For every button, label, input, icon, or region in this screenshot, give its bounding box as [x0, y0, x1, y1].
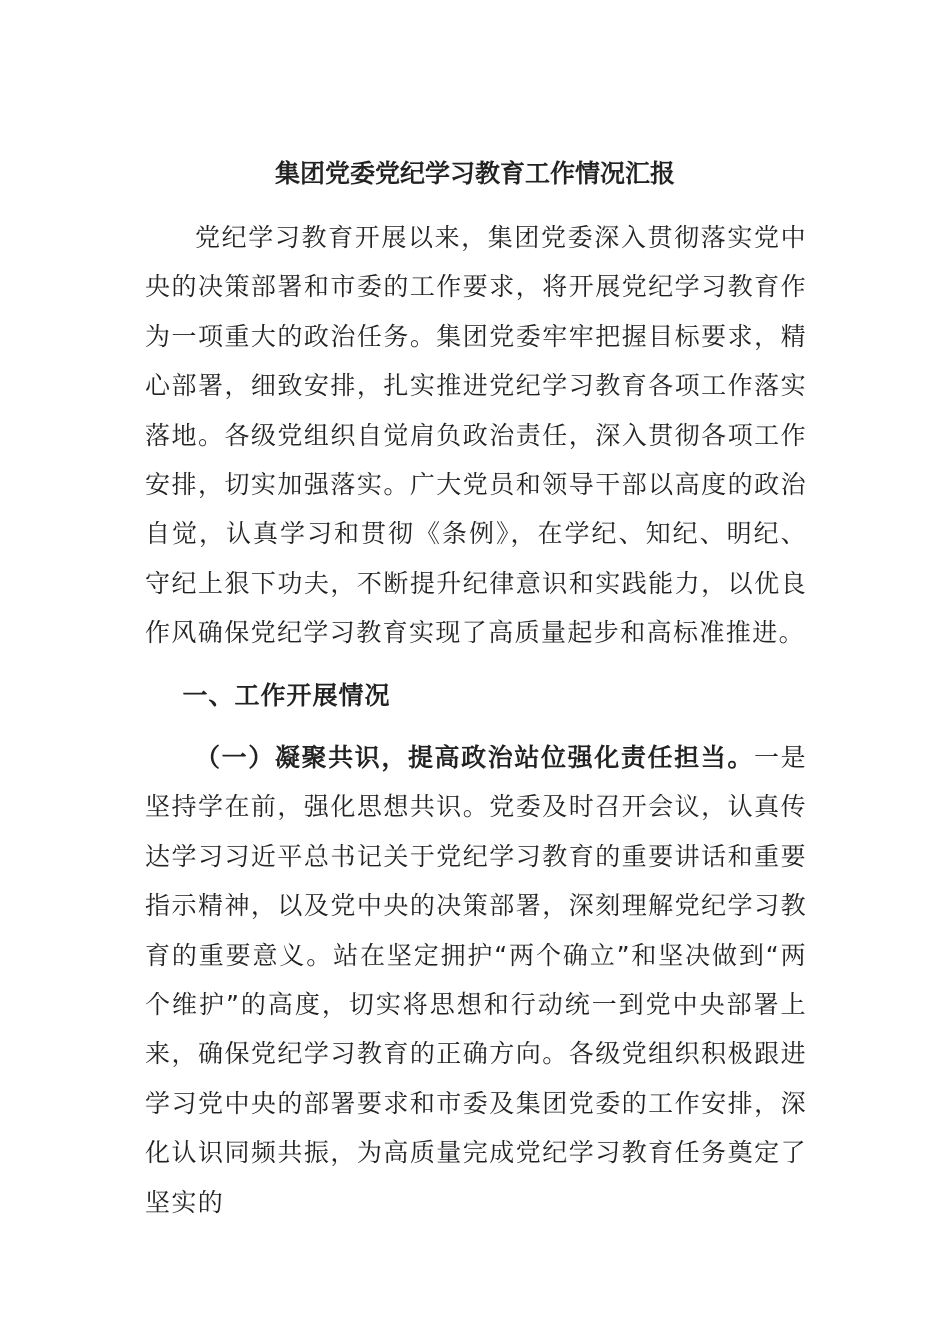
- subsection-text: 一是坚持学在前，强化思想共识。党委及时召开会议，认真传达学习习近平总书记关于党纪学习教育的重要讲话和重要指示精神，以及党中央的决策部署，深刻理解党纪学习教育的重要意义。站在坚定拥护“两个确立”和坚决做到“两个维护”的高度，切实将思想和行动统一到党中央部署上来，确保党纪学习教育的正确方向。各级党组织积极跟进学习党中央的部署要求和市委及集团党委的工作安排，深化认识同频共振，为高质量完成党纪学习教育任务奠定了坚实的: [145, 743, 807, 1217]
- section-heading: 一、工作开展情况: [182, 681, 391, 710]
- subsection-paragraph: [145, 733, 807, 1227]
- intro-paragraph: 党纪学习教育开展以来，集团党委深入贯彻落实党中央的决策部署和市委的工作要求，将开展党纪学习教育作为一项重大的政治任务。集团党委牢牢把握目标要求，精心部署，细致安排，扎实推进党纪学习教育各项工作落实落地。各级党组织自觉肩负政治责任，深入贯彻各项工作安排，切实加强落实。广大党员和领导干部以高度的政治自觉，认真学习和贯彻《条例》，在学纪、知纪、明纪、守纪上狠下功夫，不断提升纪律意识和实践能力，以优良作风确保党纪学习教育实现了高质量起步和高标准推进。: [145, 223, 807, 648]
- document-title: 集团党委党纪学习教育工作情况汇报: [274, 159, 675, 188]
- subsection-heading: （一）凝聚共识，提高政治站位强化责任担当。: [195, 743, 754, 772]
